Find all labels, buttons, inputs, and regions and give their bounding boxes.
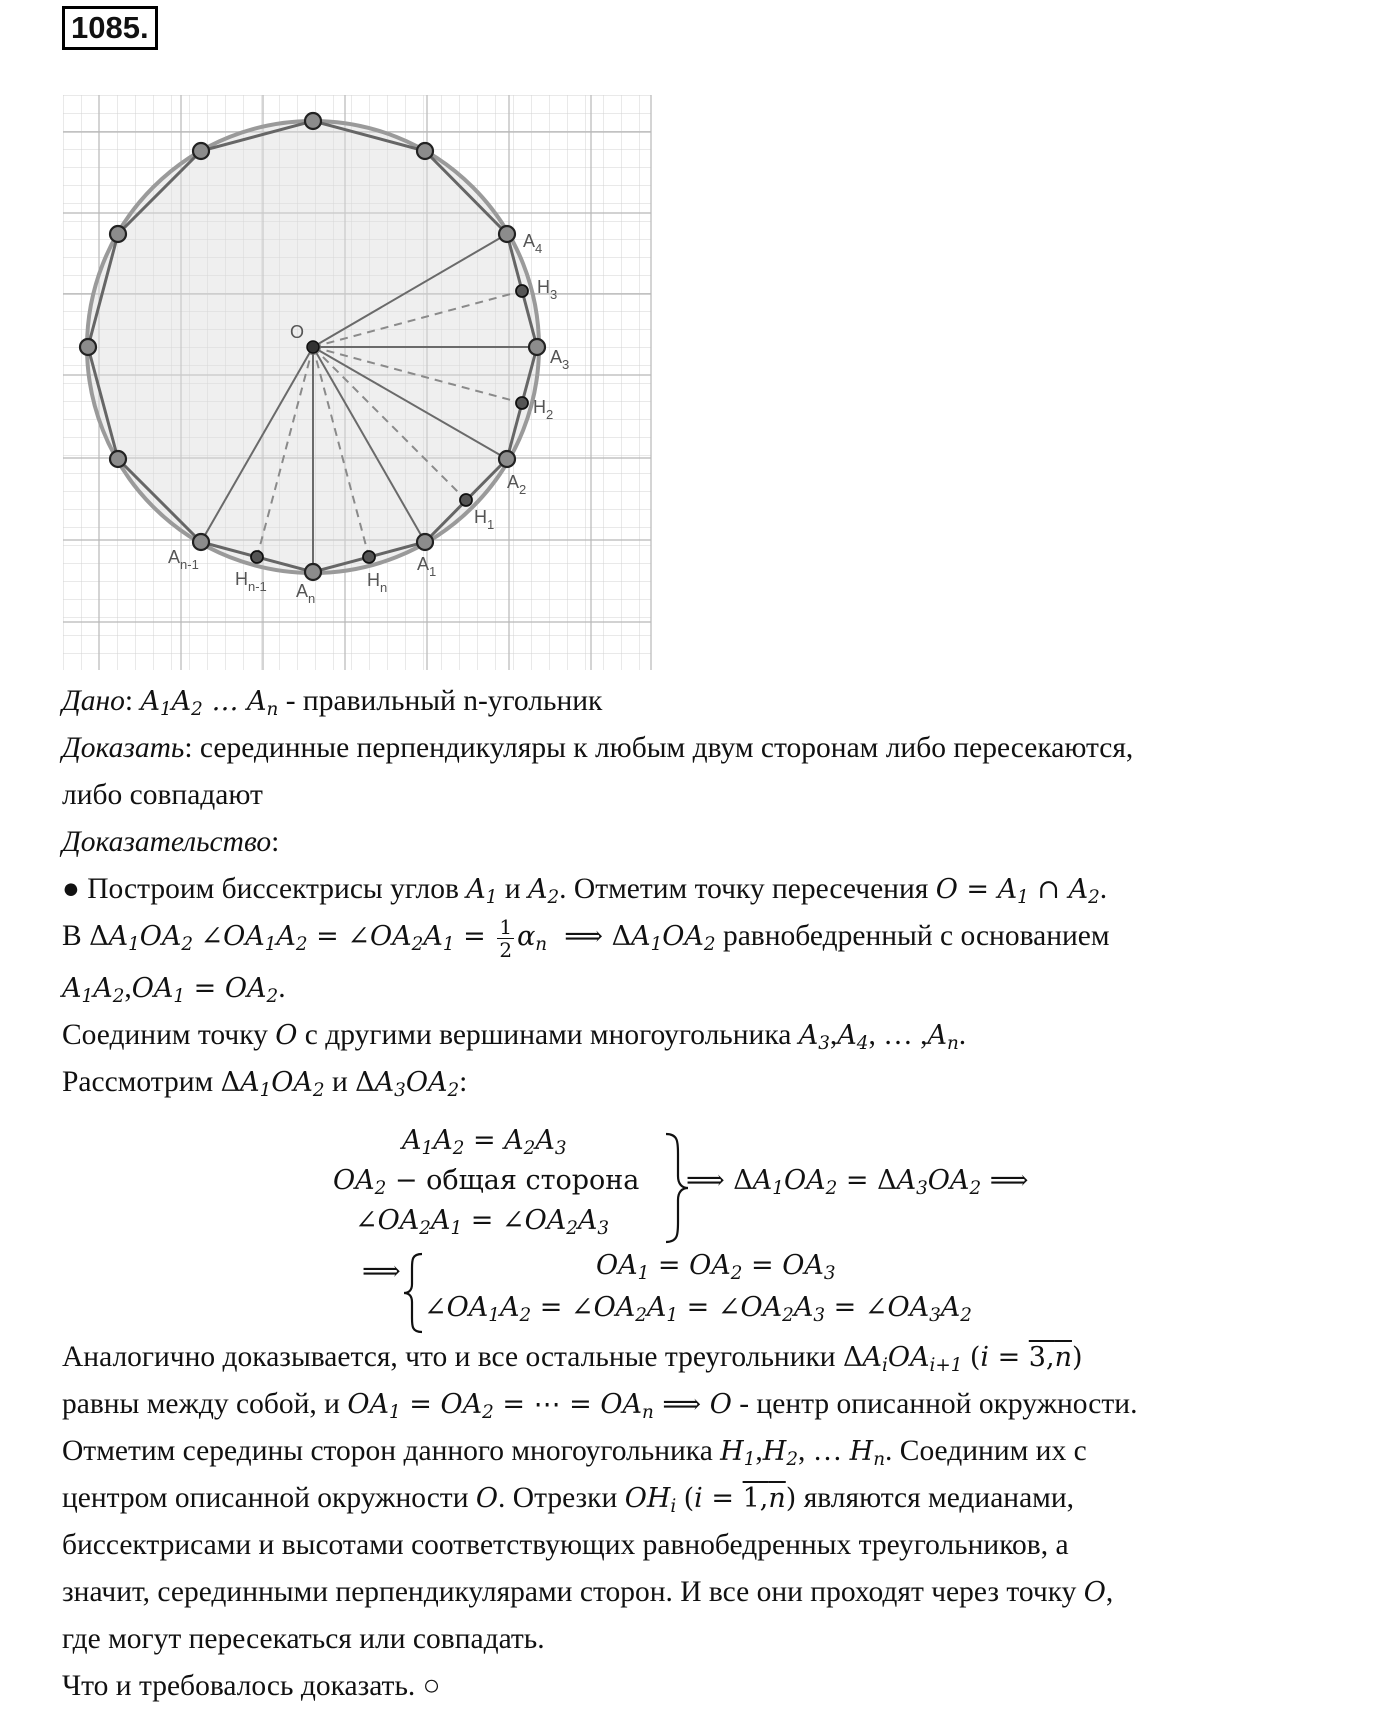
- svg-text:A4: $A_4$: [523, 231, 543, 256]
- given-line: Дано: $A_1A_2$ … $A_n$ - правильный n-угольник: [62, 685, 603, 721]
- label-H1: H: [474, 507, 487, 527]
- label-A2: A: [507, 472, 520, 492]
- proof-line-7: равны между собой, и $OA_1 = OA_2$ = ⋯ = $OA_n$ ⟹ O - центр описанной окружности.: [62, 1388, 1138, 1424]
- label-Hn: H: [367, 570, 380, 590]
- proof-line-9: центром описанной окружности O. Отрезки $OH_i$ (i = 1,n) являются медианами,: [62, 1482, 1074, 1518]
- proof-line-12: где могут пересекаться или совпадать.: [62, 1623, 545, 1655]
- svg-text:O: [290, 322, 304, 342]
- left-brace: [402, 1252, 426, 1334]
- prove-line-2: либо совпадают: [62, 779, 263, 811]
- svg-text:A2: $A_2$: [507, 472, 527, 497]
- proof-line-10: биссектрисами и высотами соответствующих равнобедренных треугольников, а: [62, 1529, 1069, 1561]
- svg-text:H1: $H_1$: [474, 507, 495, 532]
- polygon-figure: [55, 95, 660, 675]
- svg-text:A1: $A_1$: [417, 554, 437, 579]
- problem-number: 1085.: [62, 6, 158, 50]
- svg-text:Hn: $H_n$: [367, 570, 388, 595]
- svg-text:H3: $H_3$: [537, 277, 558, 302]
- label-Hn-1: H: [235, 569, 248, 589]
- label-A1: A: [417, 554, 430, 574]
- proof-line-2: В $\Delta A_1OA_2$ $\angle OA_1A_2$ = $\angle OA_2A_1$ = $\frac{1}{2}$ $\alpha_n$ ⟹ $\Delta A_1OA_2$ равнобедренный с основанием: [62, 914, 1110, 962]
- proof-line-1: ● Построим биссектрисы углов $A_1$ и $A_2$. Отметим точку пересечения $O = A_1$ ∩ $A_2$.: [62, 873, 1108, 909]
- label-O: O: [290, 322, 305, 342]
- prove-line: Доказать: серединные перпендикуляры к любым двум сторонам либо пересекаются,: [62, 732, 1134, 764]
- proof-heading: Доказательство:: [62, 826, 280, 858]
- label-H3: H: [537, 277, 550, 297]
- label-A3: A: [550, 347, 563, 367]
- proof-line-6: Аналогично доказывается, что и все остальные треугольники $\Delta A_iOA_{i+1}$ (i = 3,n): [62, 1341, 1083, 1377]
- label-H2: H: [533, 397, 546, 417]
- proof-line-11: значит, серединными перпендикулярами сторон. И все они проходят через точку O,: [62, 1576, 1114, 1608]
- proof-line-8: Отметим середины сторон данного многоугольника $H_1,H_2$, … $H_n$. Соединим их с: [62, 1435, 1087, 1471]
- proof-line-4: Соединим точку O с другими вершинами многоугольника $A_3,A_4$, … $,A_n$.: [62, 1019, 967, 1055]
- svg-text:A3: $A_3$: [550, 347, 570, 372]
- svg-text:An: $A_n$: [296, 581, 316, 606]
- svg-text:H2: $H_2$: [533, 397, 554, 422]
- svg-text:Hn-1: $H_{n-1}$: [235, 569, 267, 594]
- proof-conclusion: Что и требовалось доказать. ○: [62, 1670, 441, 1702]
- proof-line-5: Рассмотрим $\Delta A_1OA_2$ и $\Delta A_3OA_2$:: [62, 1066, 468, 1102]
- center-point: [307, 341, 319, 353]
- svg-text:An-1: $A_{n-1}$: [168, 547, 199, 572]
- label-An: A: [296, 581, 309, 601]
- proof-line-3: $A_1A_2,OA_1 = OA_2$.: [62, 972, 286, 1008]
- label-A4: A: [523, 231, 536, 251]
- label-An-1: A: [168, 547, 181, 567]
